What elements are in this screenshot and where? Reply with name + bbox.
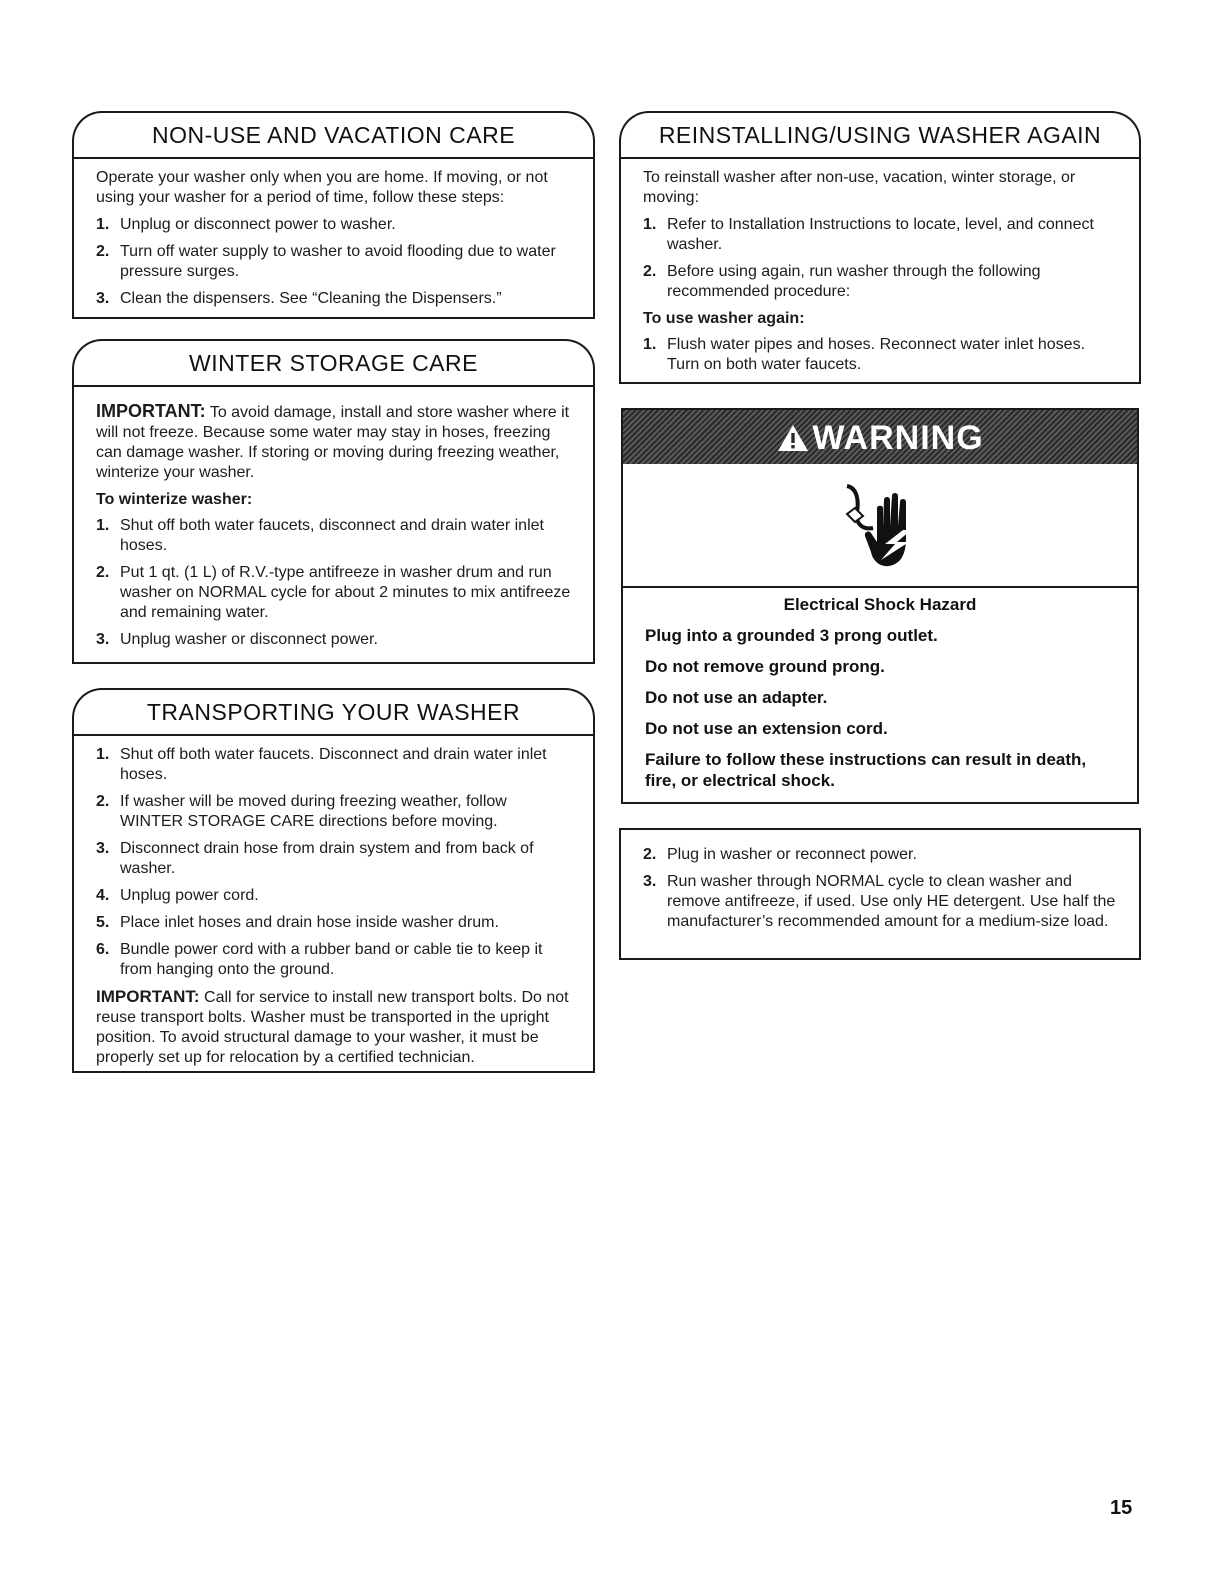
non-use-steps — [96, 215, 571, 309]
reinstall-continued-steps — [643, 845, 1117, 932]
list-item-number: 1. — [643, 216, 657, 233]
reinstall-steps — [643, 215, 1117, 302]
list-item — [643, 872, 1117, 932]
list-item — [96, 886, 571, 906]
list-item-text: Run washer through NORMAL cycle to clean washer and remove antifreeze, if used. Use only HE detergent. Use half the manufacturer’s recommended amount for a medium-size load. — [667, 873, 1116, 930]
list-item-number: 2. — [643, 846, 657, 863]
list-item — [96, 913, 571, 933]
list-item — [96, 940, 571, 980]
transport-important — [96, 987, 571, 1068]
winter-steps — [96, 516, 571, 650]
list-item-number: 2. — [96, 564, 110, 581]
transport-section — [72, 688, 595, 1073]
list-item — [96, 242, 571, 282]
reinstall-title: REINSTALLING/USING WASHER AGAIN — [619, 111, 1141, 159]
list-item-text: Unplug washer or disconnect power. — [120, 631, 378, 648]
winter-box — [72, 385, 595, 664]
transport-box — [72, 734, 595, 1073]
list-item-text: Bundle power cord with a rubber band or cable tie to keep it from hanging onto the ground. — [120, 941, 543, 978]
list-item-number: 3. — [643, 873, 657, 890]
transport-important-label: IMPORTANT: — [96, 987, 200, 1006]
list-item-number: 2. — [96, 243, 110, 260]
list-item-text: Shut off both water faucets. Disconnect and drain water inlet hoses. — [120, 746, 547, 783]
list-item-number: 3. — [96, 840, 110, 857]
non-use-box — [72, 157, 595, 319]
transport-title: TRANSPORTING YOUR WASHER — [72, 688, 595, 736]
reinstall-subheading: To use washer again: — [643, 310, 805, 327]
list-item-number: 3. — [96, 631, 110, 648]
list-item — [96, 630, 571, 650]
warning-icon-area — [623, 466, 1137, 588]
list-item — [96, 839, 571, 879]
non-use-title: NON-USE AND VACATION CARE — [72, 111, 595, 159]
list-item-text: Unplug or disconnect power to washer. — [120, 216, 396, 233]
reinstall-continued-box — [619, 828, 1141, 960]
winter-section — [72, 339, 595, 664]
list-item-text: Place inlet hoses and drain hose inside washer drum. — [120, 914, 499, 931]
list-item — [96, 215, 571, 235]
list-item — [643, 262, 1117, 302]
list-item — [643, 215, 1117, 255]
list-item — [96, 516, 571, 556]
non-use-section — [72, 111, 595, 319]
list-item-number: 1. — [96, 216, 110, 233]
list-item-text: Flush water pipes and hoses. Reconnect water inlet hoses. Turn on both water faucets. — [667, 336, 1086, 373]
winter-title: WINTER STORAGE CARE — [72, 339, 595, 387]
warning-line: Failure to follow these instructions can result in death, fire, or electrical shock. — [645, 750, 1087, 790]
reinstall-intro: To reinstall washer after non-use, vacation, winter storage, or moving: — [643, 169, 1076, 206]
warning-line: Do not use an extension cord. — [645, 719, 888, 738]
list-item — [643, 845, 1117, 865]
winter-important-text: To avoid damage, install and store washer where it will not freeze. Because some water may stay in hoses, freezing can damage washer. If storing or moving during freezing weather, winterize your washer. — [96, 404, 570, 481]
list-item-text: Clean the dispensers. See “Cleaning the Dispensers.” — [120, 290, 502, 307]
list-item — [96, 563, 571, 623]
list-item-number: 4. — [96, 887, 110, 904]
reinstall-section — [619, 111, 1141, 384]
reinstall-box — [619, 157, 1141, 384]
warning-header — [623, 410, 1137, 464]
page-number: 15 — [1110, 1497, 1133, 1519]
list-item — [96, 792, 571, 832]
warning-line: Do not remove ground prong. — [645, 657, 885, 676]
warning-box — [621, 408, 1139, 804]
list-item-number: 1. — [96, 517, 110, 534]
list-item-number: 2. — [96, 793, 110, 810]
non-use-intro: Operate your washer only when you are home. If moving, or not using your washer for a period of time, follow these steps: — [96, 169, 548, 206]
list-item-number: 2. — [643, 263, 657, 280]
warning-triangle-icon — [776, 423, 810, 453]
winter-important — [96, 401, 571, 483]
list-item-text: Put 1 qt. (1 L) of R.V.-type antifreeze in washer drum and run washer on NORMAL cycle for about 2 minutes to mix antifreeze and remaining water. — [120, 564, 571, 621]
list-item — [96, 745, 571, 785]
list-item-text: If washer will be moved during freezing weather, follow WINTER STORAGE CARE directions before moving. — [120, 793, 507, 830]
list-item-text: Turn off water supply to washer to avoid flooding due to water pressure surges. — [120, 243, 556, 280]
warning-line: Plug into a grounded 3 prong outlet. — [645, 626, 938, 645]
electrical-shock-hand-icon — [837, 478, 927, 578]
list-item — [643, 335, 1117, 375]
reinstall-use-steps — [643, 335, 1117, 375]
list-item-number: 6. — [96, 941, 110, 958]
list-item-text: Refer to Installation Instructions to locate, level, and connect washer. — [667, 216, 1094, 253]
list-item-text: Plug in washer or reconnect power. — [667, 846, 917, 863]
warning-line: Do not use an adapter. — [645, 688, 828, 707]
list-item-text: Unplug power cord. — [120, 887, 259, 904]
winter-subheading: To winterize washer: — [96, 491, 253, 508]
list-item-text: Disconnect drain hose from drain system and from back of washer. — [120, 840, 534, 877]
list-item-text: Before using again, run washer through the following recommended procedure: — [667, 263, 1041, 300]
list-item-number: 5. — [96, 914, 110, 931]
list-item — [96, 289, 571, 309]
list-item-number: 1. — [96, 746, 110, 763]
list-item-text: Shut off both water faucets, disconnect and drain water inlet hoses. — [120, 517, 544, 554]
winter-important-label: IMPORTANT: — [96, 401, 206, 421]
warning-body — [623, 588, 1137, 801]
list-item-number: 3. — [96, 290, 110, 307]
warning-hazard-title: Electrical Shock Hazard — [783, 595, 977, 614]
list-item-number: 1. — [643, 336, 657, 353]
warning-header-text: WARNING — [812, 419, 984, 457]
transport-steps — [96, 745, 571, 980]
transport-important-text: Call for service to install new transport bolts. Do not reuse transport bolts. Washer must be transported in the upright position. To avoid structural damage to your washer, it must be properly set up for relocation by a certified technician. — [96, 989, 569, 1066]
